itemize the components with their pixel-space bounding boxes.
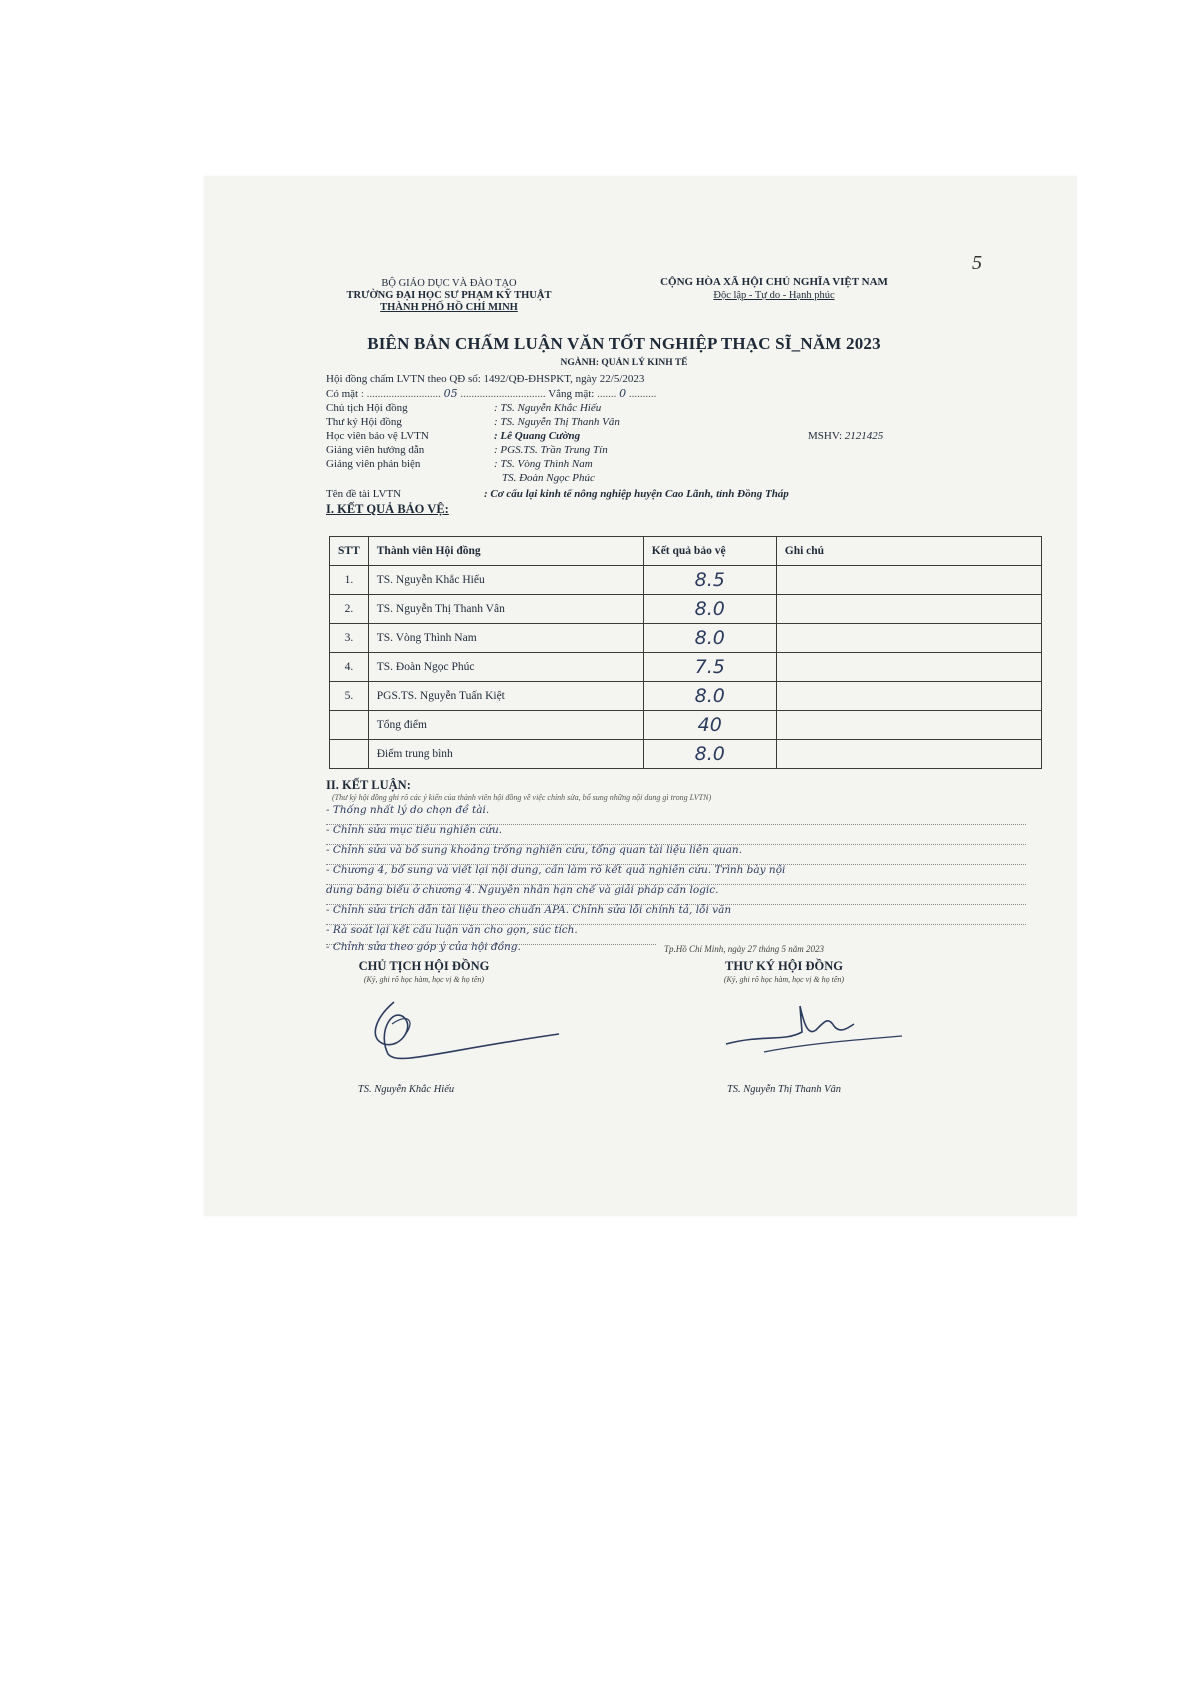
secretary-signature-name: TS. Nguyễn Thị Thanh Vân [726, 1084, 842, 1095]
student-id-value: 2121425 [844, 430, 884, 442]
student-id [808, 429, 883, 443]
results-table [329, 536, 1042, 769]
row-note [776, 566, 1041, 595]
header-score: Kết quả bảo vệ [643, 537, 776, 566]
document-title: BIÊN BẢN CHẤM LUẬN VĂN TỐT NGHIỆP THẠC SĨ_NĂM 2023 [367, 334, 881, 353]
present-value: 05 [443, 387, 458, 400]
header-republic-line: CỘNG HÒA XÃ HỘI CHỦ NGHĨA VIỆT NAM [660, 276, 888, 288]
average-label: Điểm trung bình [368, 740, 643, 769]
reviewer-value-1: : TS. Vòng Thình Nam [494, 458, 593, 470]
header-stt: STT [330, 537, 369, 566]
thesis-row [326, 487, 789, 501]
row-note [776, 653, 1041, 682]
section-1-title: I. KẾT QUẢ BẢO VỆ: [326, 502, 449, 516]
student-label: Học viên bảo vệ LVTN [326, 430, 429, 442]
header-ministry-line: BỘ GIÁO DỤC VÀ ĐÀO TẠO [381, 278, 517, 289]
reviewer-value-2: TS. Đoàn Ngọc Phúc [502, 472, 595, 484]
thesis-label: Tên đề tài LVTN [326, 488, 402, 500]
row-score: 8.0 [643, 595, 776, 624]
row-member: PGS.TS. Nguyễn Tuấn Kiệt [368, 682, 643, 711]
secretary-label: Thư ký Hội đồng [326, 416, 402, 428]
supervisor-value: : PGS.TS. Trần Trung Tín [494, 444, 608, 456]
table-row [330, 682, 1042, 711]
signing-date: Tp.Hồ Chí Minh, ngày 27 tháng 5 năm 2023 [664, 944, 825, 954]
table-row [330, 566, 1042, 595]
conclusion-line: - Chương 4, bổ sung và viết lại nội dung, cần làm rõ kết quả nghiên cứu. Trình bày nội [326, 864, 1026, 885]
chair-signature-title: CHỦ TỊCH HỘI ĐỒNG [358, 959, 490, 973]
table-total-row [330, 711, 1042, 740]
secretary-signature-title: THƯ KÝ HỘI ĐỒNG [725, 959, 843, 973]
document-subtitle: NGÀNH: QUẢN LÝ KINH TẾ [560, 358, 688, 368]
total-label: Tổng điểm [368, 711, 643, 740]
chair-signature-name: TS. Nguyễn Khắc Hiếu [357, 1084, 455, 1095]
chair-signature-note: (Ký, ghi rõ học hàm, học vị & họ tên) [363, 975, 485, 984]
conclusion-line: - Rà soát lại kết cấu luận văn cho gọn, súc tích. [326, 924, 656, 945]
row-stt: 2. [330, 595, 369, 624]
present-label: Có mặt [326, 388, 359, 400]
conclusion-line: - Chỉnh sửa và bổ sung khoảng trống nghiên cứu, tổng quan tài liệu liên quan. [326, 844, 1026, 865]
decision-line: Hội đồng chấm LVTN theo QĐ số: 1492/QĐ-ĐHSPKT, ngày 22/5/2023 [326, 373, 645, 385]
reviewer-row-2 [326, 471, 595, 485]
row-stt: 3. [330, 624, 369, 653]
row-note [776, 595, 1041, 624]
student-row [326, 429, 946, 443]
header-city-line: THÀNH PHỐ HỒ CHÍ MINH [380, 302, 518, 313]
secretary-value: : TS. Nguyễn Thị Thanh Vân [494, 416, 620, 428]
secretary-row [326, 415, 620, 429]
secretary-signature-note: (Ký, ghi rõ học hàm, học vị & họ tên) [723, 975, 845, 984]
conclusion-line: - Thống nhất lý do chọn đề tài. [326, 804, 1026, 825]
table-average-row [330, 740, 1042, 769]
page-number: 5 [972, 252, 982, 274]
table-row [330, 624, 1042, 653]
thesis-value: : Cơ cấu lại kinh tế nông nghiệp huyện Cao Lãnh, tỉnh Đồng Tháp [484, 488, 789, 500]
row-score: 8.5 [643, 566, 776, 595]
section-2-note: (Thư ký hội đồng ghi rõ các ý kiến của thành viên hội đồng về việc chỉnh sửa, bổ sung những nội dung gì trong LVTN) [332, 793, 712, 802]
table-row [330, 595, 1042, 624]
header-member: Thành viên Hội đồng [368, 537, 643, 566]
header-motto-line: Độc lập - Tự do - Hạnh phúc [713, 290, 835, 301]
row-member: TS. Vòng Thình Nam [368, 624, 643, 653]
conclusion-line: - Chỉnh sửa theo góp ý của hội đồng. [326, 941, 521, 953]
conclusion-line: - Chỉnh sửa mục tiêu nghiên cứu. [326, 824, 1026, 845]
row-member: TS. Nguyễn Khắc Hiếu [368, 566, 643, 595]
conclusion-line: - Chỉnh sửa trích dẫn tài liệu theo chuẩn APA. Chỉnh sửa lỗi chính tả, lỗi văn [326, 904, 1026, 925]
supervisor-row [326, 443, 608, 457]
student-id-label: MSHV: [808, 430, 843, 442]
row-stt: 4. [330, 653, 369, 682]
chair-row [326, 401, 601, 415]
absent-label: Vắng mặt: [548, 388, 595, 400]
secretary-signature-mark [724, 994, 904, 1064]
section-2-title: II. KẾT LUẬN: [326, 778, 411, 792]
header-note: Ghi chú [776, 537, 1041, 566]
scanned-document [204, 176, 1077, 1216]
header-university-line: TRƯỜNG ĐẠI HỌC SƯ PHẠM KỸ THUẬT [346, 290, 552, 301]
row-member: TS. Nguyễn Thị Thanh Vân [368, 595, 643, 624]
chair-label: Chủ tịch Hội đồng [326, 402, 408, 414]
chair-value: : TS. Nguyễn Khắc Hiếu [494, 402, 602, 414]
row-score: 8.0 [643, 682, 776, 711]
attendance-row: Có mặt : ........................... 05 ............................... Vắng mặt: ....... 0 .......... [326, 387, 657, 400]
header-ministry [299, 278, 599, 314]
row-stt: 5. [330, 682, 369, 711]
table-row [330, 653, 1042, 682]
chair-signature-mark [354, 994, 564, 1074]
absent-value: 0 [619, 387, 627, 400]
average-value: 8.0 [643, 740, 776, 769]
row-score: 8.0 [643, 624, 776, 653]
row-note [776, 682, 1041, 711]
total-value: 40 [643, 711, 776, 740]
reviewer-label: Giảng viên phản biện [326, 458, 421, 470]
row-note [776, 624, 1041, 653]
row-score: 7.5 [643, 653, 776, 682]
conclusion-line: dung bảng biểu ở chương 4. Nguyên nhân hạn chế và giải pháp cần logic. [326, 884, 1026, 905]
header-republic [614, 276, 934, 302]
row-member: TS. Đoàn Ngọc Phúc [368, 653, 643, 682]
table-header-row [330, 537, 1042, 566]
reviewer-row [326, 457, 593, 471]
row-stt: 1. [330, 566, 369, 595]
student-value: : Lê Quang Cường [494, 430, 581, 442]
supervisor-label: Giảng viên hướng dẫn [326, 444, 425, 456]
